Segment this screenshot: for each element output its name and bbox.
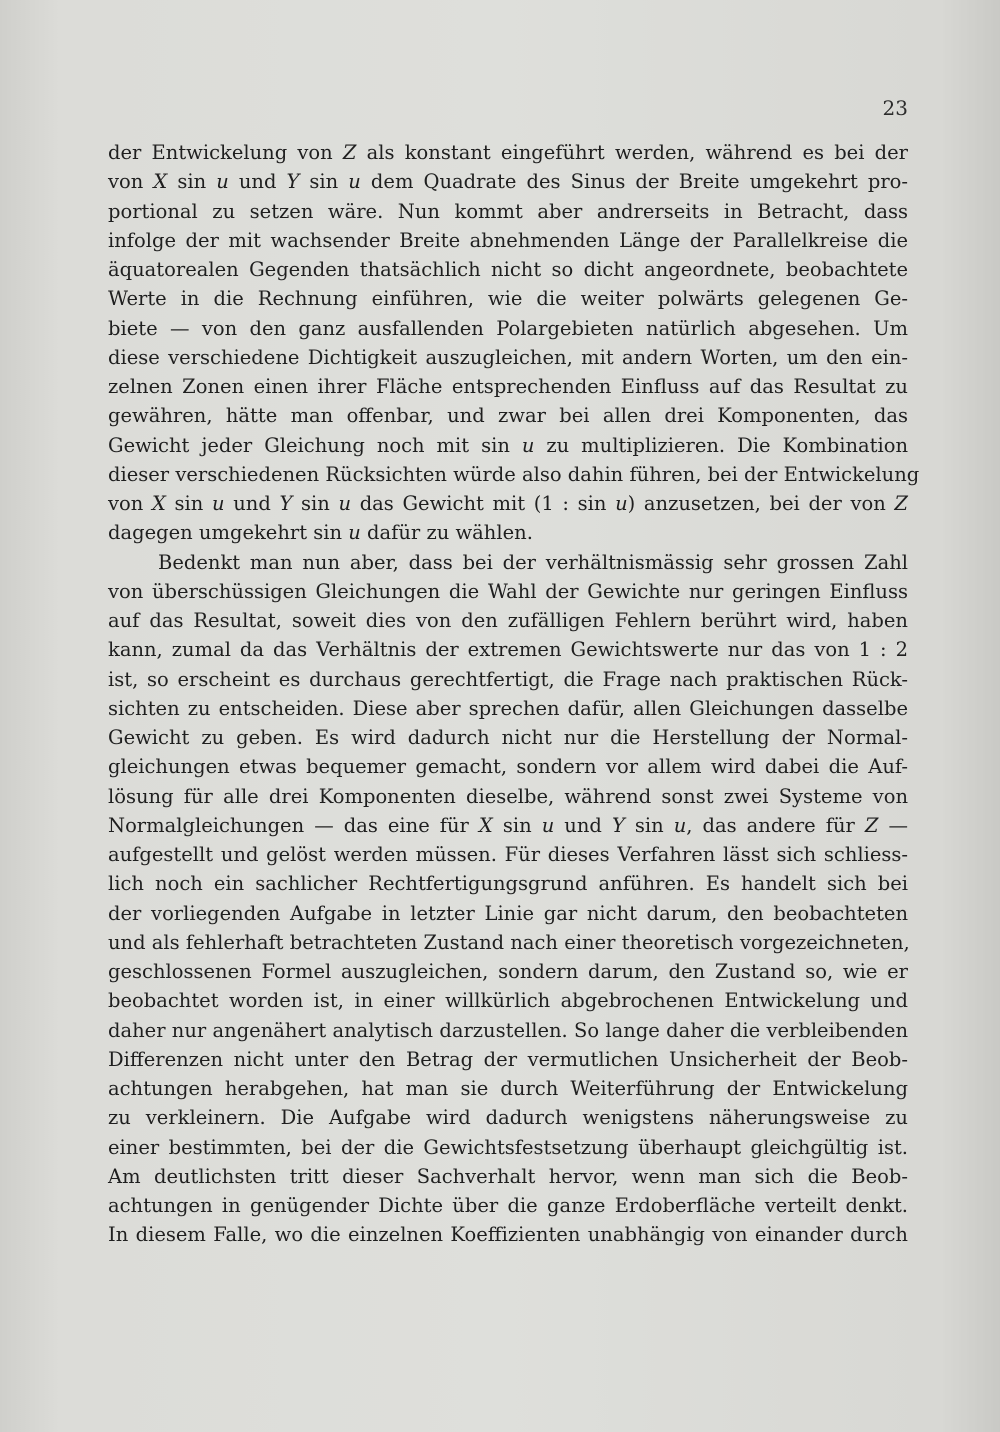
text-line: von X sin u und Y sin u dem Quadrate des Sinus der Breite umgekehrt pro- — [108, 170, 908, 194]
text-line: Werte in die Rechnung einführen, wie die weiter polwärts gelegenen Ge- — [108, 287, 908, 311]
text-line: Gewicht zu geben. Es wird dadurch nicht nur die Herstellung der Normal- — [108, 726, 908, 749]
text-line: achtungen in genügender Dichte über die ganze Erdoberfläche verteilt denkt. — [108, 1194, 908, 1217]
text-line: Am deutlichsten tritt dieser Sachverhalt hervor, wenn man sich die Beob- — [108, 1164, 908, 1188]
body-text — [108, 138, 920, 1250]
text-line: Bedenkt man nun aber, dass bei der verhältnismässig sehr grossen Zahl — [158, 550, 908, 574]
text-line: zu verkleinern. Die Aufgabe wird dadurch wenigstens näherungsweise zu — [108, 1106, 908, 1130]
text-line: und als fehlerhaft betrachteten Zustand nach einer theoretisch vorgezeichneten, — [108, 930, 910, 954]
text-line: von überschüssigen Gleichungen die Wahl der Gewichte nur geringen Einfluss — [108, 579, 908, 603]
text-line: aufgestellt und gelöst werden müssen. Für dieses Verfahren lässt sich schliess- — [108, 843, 908, 866]
text-line: der vorliegenden Aufgabe in letzter Linie gar nicht darum, den beobachteten — [108, 901, 908, 925]
text-line: lösung für alle drei Komponenten dieselbe, während sonst zwei Systeme von — [108, 784, 908, 808]
text-line: sichten zu entscheiden. Diese aber sprechen dafür, allen Gleichungen dasselbe — [108, 696, 908, 720]
text-line: geschlossenen Formel auszugleichen, sondern darum, den Zustand so, wie er — [108, 960, 908, 983]
text-line: biete — von den ganz ausfallenden Polargebieten natürlich abgesehen. Um — [108, 316, 908, 340]
text-line: Gewicht jeder Gleichung noch mit sin u zu multiplizieren. Die Kombination — [108, 433, 908, 457]
text-line: lich noch ein sachlicher Rechtfertigungsgrund anführen. Es handelt sich bei — [108, 872, 908, 896]
text-line: auf das Resultat, soweit dies von den zufälligen Fehlern berührt wird, haben — [108, 609, 908, 632]
text-line: gleichungen etwas bequemer gemacht, sondern vor allem wird dabei die Auf- — [108, 755, 908, 779]
text-line: der Entwickelung von Z als konstant eingeführt werden, während es bei der — [108, 141, 908, 164]
text-line: einer bestimmten, bei der die Gewichtsfestsetzung überhaupt gleichgültig ist. — [108, 1135, 908, 1159]
text-line: äquatorealen Gegenden thatsächlich nicht so dicht angeordnete, beobachtete — [108, 258, 908, 281]
text-line: kann, zumal da das Verhältnis der extremen Gewichtswerte nur das von 1 : 2 — [108, 638, 908, 662]
text-line: portional zu setzen wäre. Nun kommt aber andrerseits in Betracht, dass — [108, 199, 908, 223]
text-line: von X sin u und Y sin u das Gewicht mit (1 : sin u) anzusetzen, bei der von Z — [108, 492, 908, 515]
paragraph — [108, 548, 908, 1250]
text-line: ist, so erscheint es durchaus gerechtfertigt, die Frage nach praktischen Rück- — [108, 667, 908, 691]
text-line: dieser verschiedenen Rücksichten würde also dahin führen, bei der Entwickelung — [108, 462, 920, 486]
text-line: achtungen herabgehen, hat man sie durch Weiterführung der Entwickelung — [108, 1077, 908, 1100]
text-line: zelnen Zonen einen ihrer Fläche entsprechenden Einfluss auf das Resultat zu — [108, 375, 908, 398]
text-line: daher nur angenähert analytisch darzustellen. So lange daher die verbleibenden — [108, 1018, 908, 1042]
text-line: gewähren, hätte man offenbar, und zwar bei allen drei Komponenten, das — [108, 404, 908, 428]
text-line: Normalgleichungen — das eine für X sin u und Y sin u, das andere für Z — — [108, 813, 908, 837]
text-line: infolge der mit wachsender Breite abnehmenden Länge der Parallelkreise die — [108, 228, 908, 252]
text-line: diese verschiedene Dichtigkeit auszugleichen, mit andern Worten, um den ein- — [108, 345, 908, 369]
text-line: In diesem Falle, wo die einzelnen Koeffizienten unabhängig von einander durch — [108, 1223, 908, 1247]
page-number: 23 — [882, 96, 908, 120]
paragraph — [108, 138, 920, 548]
text-line: dagegen umgekehrt sin u dafür zu wählen. — [108, 521, 533, 545]
text-line: beobachtet worden ist, in einer willkürlich abgebrochenen Entwickelung und — [108, 989, 908, 1013]
text-line: Differenzen nicht unter den Betrag der vermutlichen Unsicherheit der Beob- — [108, 1047, 908, 1071]
